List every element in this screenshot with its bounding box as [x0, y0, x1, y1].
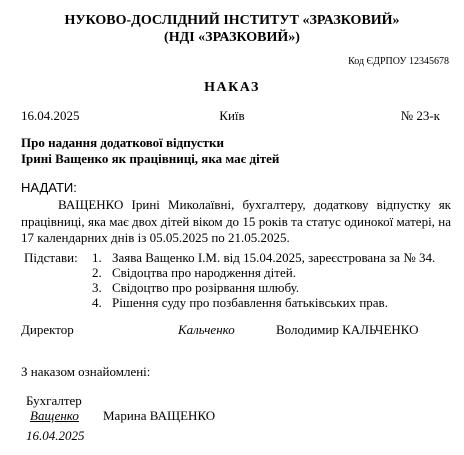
grounds-item-text: Свідоцтво про розірвання шлюбу. [112, 280, 300, 295]
document-type: НАКАЗ [204, 80, 260, 95]
order-text [21, 197, 451, 247]
acknowledged-date: 16.04.2025 [26, 428, 85, 443]
org-name: НУКОВО-ДОСЛІДНИЙ ІНСТИТУТ «ЗРАЗКОВИЙ» [64, 13, 400, 28]
document-date: 16.04.2025 [21, 108, 80, 123]
grounds-item-number: 1. [92, 250, 102, 265]
acknowledged-name: Марина ВАЩЕНКО [103, 408, 216, 423]
document-city: Київ [219, 108, 245, 123]
subject-line-2: Ірині Ващенко як працівниці, яка має дітей [21, 151, 280, 166]
edrpou-code: Код ЄДРПОУ 12345678 [348, 56, 449, 67]
org-short-name: (НДІ «ЗРАЗКОВИЙ») [164, 30, 300, 45]
acknowledged-position: Бухгалтер [26, 393, 82, 408]
signer-name: Володимир КАЛЬЧЕНКО [276, 322, 419, 337]
grounds-item-number: 3. [92, 280, 102, 295]
handwritten-signature: Кальченко [178, 322, 235, 337]
grounds-item-number: 2. [92, 265, 102, 280]
grounds-item-text: Рішення суду про позбавлення батьківських прав. [112, 295, 388, 310]
signer-position: Директор [21, 322, 74, 337]
acknowledged-signature: Ващенко [30, 408, 79, 423]
acknowledgement-heading: З наказом ознайомлені: [21, 364, 151, 379]
document-number: № 23-к [400, 108, 440, 123]
grounds-item-text: Свідоцтва про народження дітей. [112, 265, 296, 280]
grounds-label: Підстави: [24, 250, 78, 265]
order-text-content: ВАЩЕНКО Ірині Миколаївні, бухгалтеру, додаткову відпустку як працівниці, яка має двох дітей віком до 15 років та статус одинокої матері, на 17 календарних днів із 05.05.2025 по 21.05.2025. [21, 197, 451, 245]
subject-line-1: Про надання додаткової відпустки [21, 135, 224, 150]
order-heading: НАДАТИ: [21, 180, 77, 195]
grounds-item-number: 4. [92, 295, 102, 310]
grounds-item-text: Заява Ващенко І.М. від 15.04.2025, зареєстрована за № 34. [112, 250, 436, 265]
